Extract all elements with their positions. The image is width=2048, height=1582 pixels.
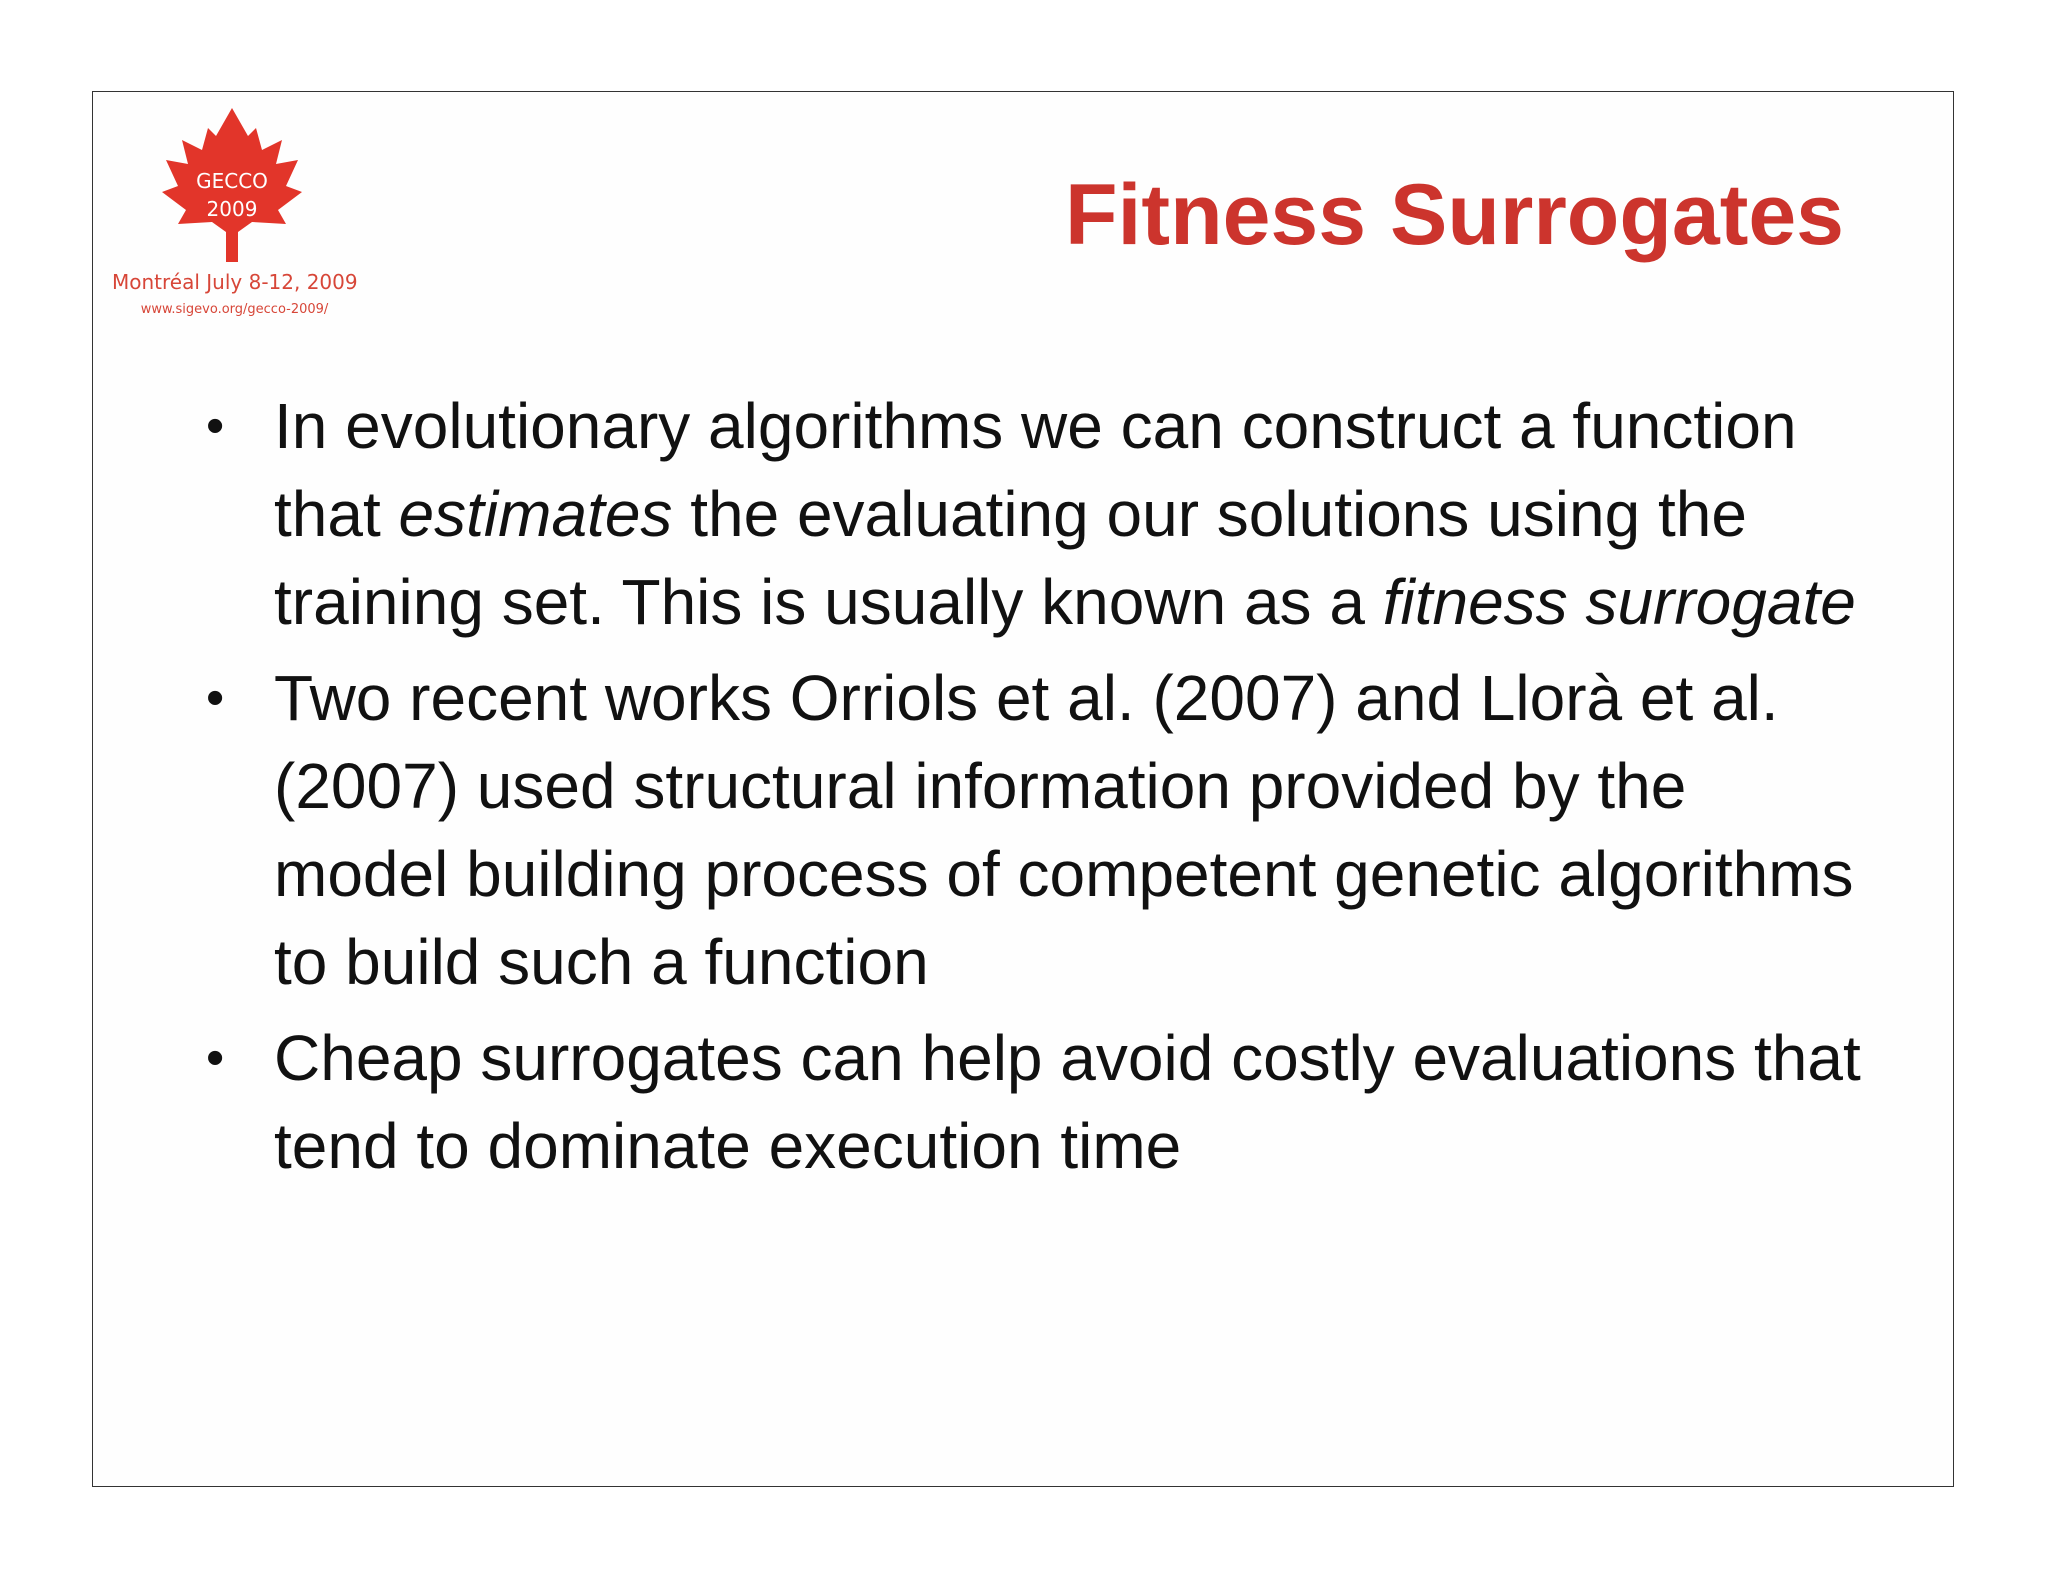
bullet-text: Cheap surrogates can help avoid costly evaluations that tend to dominate execution time bbox=[274, 1022, 1861, 1182]
bullet-item bbox=[192, 1014, 1872, 1190]
maple-leaf-icon bbox=[152, 106, 312, 266]
logo-url-text: www.sigevo.org/gecco-2009/ bbox=[140, 302, 329, 317]
bullet-text bbox=[274, 390, 1856, 638]
logo-badge-line2: 2009 bbox=[206, 197, 258, 221]
bullet-text-emphasis: fitness surrogate bbox=[1382, 566, 1856, 638]
bullet-marker: • bbox=[206, 669, 225, 727]
bullet-marker: • bbox=[206, 397, 225, 455]
bullet-text-segment: the evaluating our solutions using the training set. This is usually known as a bbox=[274, 478, 1747, 638]
bullet-marker: • bbox=[206, 1029, 225, 1087]
bullet-text: Two recent works Orriols et al. (2007) and Llorà et al. (2007) used structural information provided by the model building process of competent genetic algorithms to build such a function bbox=[274, 662, 1854, 998]
bullet-item bbox=[192, 382, 1872, 646]
slide-title: Fitness Surrogates bbox=[1065, 167, 1844, 263]
gecco-logo bbox=[112, 106, 374, 326]
logo-badge-line1: GECCO bbox=[196, 169, 268, 193]
bullet-text-emphasis: estimates bbox=[398, 478, 673, 550]
bullet-item bbox=[192, 654, 1872, 1006]
bullet-text-segment: In evolutionary algorithms we can construct a function that bbox=[274, 390, 1797, 550]
bullet-list bbox=[192, 382, 1872, 1198]
logo-location-text: Montréal July 8-12, 2009 bbox=[112, 270, 358, 294]
